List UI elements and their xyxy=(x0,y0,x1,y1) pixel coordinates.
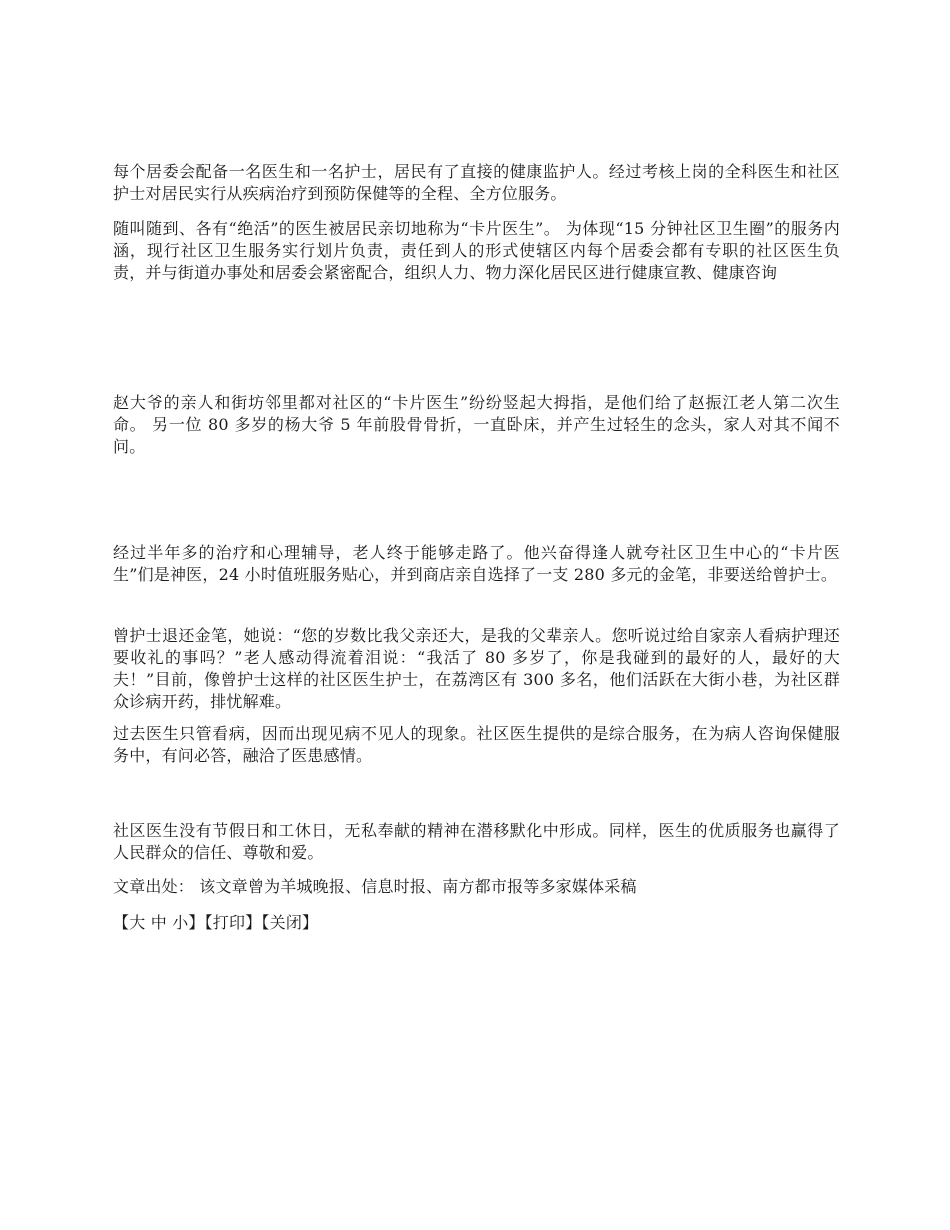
article-paragraph-4: 经过半年多的治疗和心理辅导，老人终于能够走路了。他兴奋得逢人就夸社区卫生中心的“卡片医生”们是神医，24 小时值班服务贴心，并到商店亲自选择了一支 280 多元的金笔，非要送给曾护士。 xyxy=(113,543,840,584)
article-paragraph-6: 过去医生只管看病，因而出现见病不见人的现象。社区医生提供的是综合服务，在为病人咨询保健服务中，有问必答，融洽了医患感情。 xyxy=(113,724,840,765)
article-paragraph-5: 曾护士退还金笔，她说：“您的岁数比我父亲还大，是我的父辈亲人。您听说过给自家亲人看病护理还要收礼的事吗？”老人感动得流着泪说：“我活了 80 多岁了，你是我碰到的最好的人，最好的大夫！”目前，像曾护士这样的社区医生护士，在荔湾区有 300 多名，他们活跃在大街小巷，为社区群众诊病开药，排忧解难。 xyxy=(113,626,840,711)
close-link[interactable]: 【关闭】 xyxy=(261,913,319,932)
print-link[interactable]: 【打印】 xyxy=(204,913,262,932)
font-size-large-link[interactable]: 大 xyxy=(129,913,146,932)
article-paragraph-3: 赵大爷的亲人和街坊邻里都对社区的“卡片医生”纷纷竖起大拇指，是他们给了赵振江老人第二次生命。 另一位 80 多岁的杨大爷 5 年前股骨骨折，一直卧床，并产生过轻生的念头，家人对其不闻不问。 xyxy=(113,393,840,456)
article-paragraph-7: 社区医生没有节假日和工休日，无私奉献的精神在潜移默化中形成。同样，医生的优质服务也赢得了人民群众的信任、尊敬和爱。 xyxy=(113,821,840,862)
font-size-close-bracket: 】 xyxy=(188,913,205,932)
article-source-line: 文章出处： 该文章曾为羊城晚报、信息时报、南方都市报等多家媒体采稿 xyxy=(113,877,637,896)
article-paragraph-2: 随叫随到、各有“绝活”的医生被居民亲切地称为“卡片医生”。 为体现“15 分钟社区卫生圈”的服务内涵，现行社区卫生服务实行划片负责，责任到人的形式使辖区内每个居委会都有专职的社区医生负责，并与街道办事处和居委会紧密配合，组织人力、物力深化居民区进行健康宣教、健康咨询 xyxy=(113,219,840,282)
font-size-medium-link[interactable]: 中 xyxy=(150,913,167,932)
article-paragraph-1: 每个居委会配备一名医生和一名护士，居民有了直接的健康监护人。经过考核上岗的全科医生和社区护士对居民实行从疾病治疗到预防保健等的全程、全方位服务。 xyxy=(113,162,840,203)
font-size-open-bracket: 【 xyxy=(113,913,130,932)
article-toolbar xyxy=(113,912,840,934)
font-size-small-link[interactable]: 小 xyxy=(172,913,189,932)
